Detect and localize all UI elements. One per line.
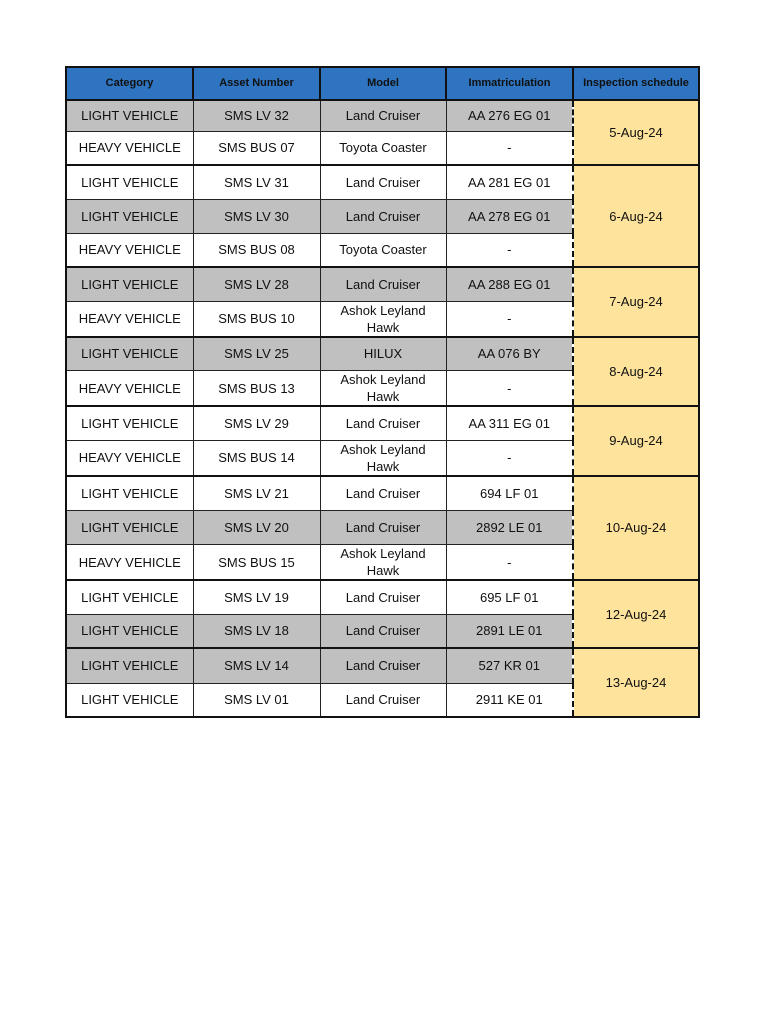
cell-inspection-date: 6-Aug-24	[573, 165, 699, 267]
cell-immatriculation: AA 281 EG 01	[446, 165, 573, 199]
cell-asset-number: SMS LV 31	[193, 165, 320, 199]
cell-model: Ashok Leyland Hawk	[320, 545, 446, 581]
cell-inspection-date: 13-Aug-24	[573, 648, 699, 717]
cell-model: Land Cruiser	[320, 648, 446, 683]
cell-model: Land Cruiser	[320, 476, 446, 511]
cell-category: LIGHT VEHICLE	[66, 648, 193, 683]
cell-inspection-date: 5-Aug-24	[573, 100, 699, 165]
cell-asset-number: SMS LV 32	[193, 100, 320, 131]
cell-category: LIGHT VEHICLE	[66, 406, 193, 440]
cell-category: HEAVY VEHICLE	[66, 301, 193, 337]
cell-model: Land Cruiser	[320, 267, 446, 301]
cell-category: LIGHT VEHICLE	[66, 337, 193, 371]
cell-model: HILUX	[320, 337, 446, 371]
table-row	[66, 648, 699, 683]
cell-immatriculation: -	[446, 301, 573, 337]
cell-asset-number: SMS BUS 08	[193, 233, 320, 267]
cell-asset-number: SMS LV 14	[193, 648, 320, 683]
cell-asset-number: SMS BUS 10	[193, 301, 320, 337]
cell-asset-number: SMS LV 28	[193, 267, 320, 301]
cell-category: LIGHT VEHICLE	[66, 199, 193, 233]
cell-immatriculation: AA 278 EG 01	[446, 199, 573, 233]
cell-immatriculation: 2892 LE 01	[446, 511, 573, 545]
header-inspection-schedule: Inspection schedule	[573, 67, 699, 100]
cell-immatriculation: AA 288 EG 01	[446, 267, 573, 301]
table-row	[66, 406, 699, 440]
table-row	[66, 476, 699, 511]
header-asset-number: Asset Number	[193, 67, 320, 100]
cell-asset-number: SMS LV 30	[193, 199, 320, 233]
table-body	[66, 100, 699, 717]
cell-model: Land Cruiser	[320, 580, 446, 614]
cell-immatriculation: -	[446, 440, 573, 476]
cell-asset-number: SMS LV 18	[193, 614, 320, 648]
cell-model: Land Cruiser	[320, 406, 446, 440]
cell-category: HEAVY VEHICLE	[66, 545, 193, 581]
cell-asset-number: SMS LV 25	[193, 337, 320, 371]
cell-inspection-date: 12-Aug-24	[573, 580, 699, 648]
cell-asset-number: SMS BUS 07	[193, 131, 320, 165]
header-category: Category	[66, 67, 193, 100]
header-immatriculation: Immatriculation	[446, 67, 573, 100]
cell-model: Toyota Coaster	[320, 233, 446, 267]
table-row	[66, 580, 699, 614]
cell-model: Ashok Leyland Hawk	[320, 440, 446, 476]
table-row	[66, 165, 699, 199]
cell-category: LIGHT VEHICLE	[66, 100, 193, 131]
cell-category: HEAVY VEHICLE	[66, 233, 193, 267]
cell-category: LIGHT VEHICLE	[66, 476, 193, 511]
cell-model: Ashok Leyland Hawk	[320, 301, 446, 337]
cell-immatriculation: 2891 LE 01	[446, 614, 573, 648]
cell-category: LIGHT VEHICLE	[66, 165, 193, 199]
cell-asset-number: SMS LV 19	[193, 580, 320, 614]
cell-immatriculation: 695 LF 01	[446, 580, 573, 614]
cell-immatriculation: -	[446, 131, 573, 165]
cell-asset-number: SMS LV 21	[193, 476, 320, 511]
cell-category: LIGHT VEHICLE	[66, 614, 193, 648]
cell-inspection-date: 10-Aug-24	[573, 476, 699, 581]
cell-model: Land Cruiser	[320, 199, 446, 233]
cell-category: LIGHT VEHICLE	[66, 511, 193, 545]
cell-model: Land Cruiser	[320, 614, 446, 648]
cell-category: HEAVY VEHICLE	[66, 440, 193, 476]
cell-asset-number: SMS BUS 13	[193, 371, 320, 407]
cell-immatriculation: AA 311 EG 01	[446, 406, 573, 440]
cell-asset-number: SMS LV 29	[193, 406, 320, 440]
cell-asset-number: SMS LV 20	[193, 511, 320, 545]
table-row	[66, 337, 699, 371]
table-row	[66, 267, 699, 301]
cell-category: HEAVY VEHICLE	[66, 131, 193, 165]
cell-inspection-date: 7-Aug-24	[573, 267, 699, 337]
cell-asset-number: SMS BUS 14	[193, 440, 320, 476]
cell-immatriculation: 2911 KE 01	[446, 683, 573, 717]
cell-immatriculation: AA 276 EG 01	[446, 100, 573, 131]
cell-inspection-date: 8-Aug-24	[573, 337, 699, 407]
cell-inspection-date: 9-Aug-24	[573, 406, 699, 476]
cell-immatriculation: -	[446, 545, 573, 581]
cell-model: Land Cruiser	[320, 683, 446, 717]
header-model: Model	[320, 67, 446, 100]
cell-model: Land Cruiser	[320, 165, 446, 199]
cell-category: LIGHT VEHICLE	[66, 683, 193, 717]
cell-model: Toyota Coaster	[320, 131, 446, 165]
cell-category: HEAVY VEHICLE	[66, 371, 193, 407]
cell-category: LIGHT VEHICLE	[66, 580, 193, 614]
cell-asset-number: SMS BUS 15	[193, 545, 320, 581]
cell-category: LIGHT VEHICLE	[66, 267, 193, 301]
cell-model: Land Cruiser	[320, 511, 446, 545]
cell-immatriculation: 694 LF 01	[446, 476, 573, 511]
cell-immatriculation: -	[446, 233, 573, 267]
cell-model: Land Cruiser	[320, 100, 446, 131]
cell-immatriculation: 527 KR 01	[446, 648, 573, 683]
table-row	[66, 100, 699, 131]
cell-asset-number: SMS LV 01	[193, 683, 320, 717]
cell-model: Ashok Leyland Hawk	[320, 371, 446, 407]
header-row	[66, 67, 699, 100]
inspection-schedule-table	[65, 66, 700, 718]
cell-immatriculation: -	[446, 371, 573, 407]
cell-immatriculation: AA 076 BY	[446, 337, 573, 371]
